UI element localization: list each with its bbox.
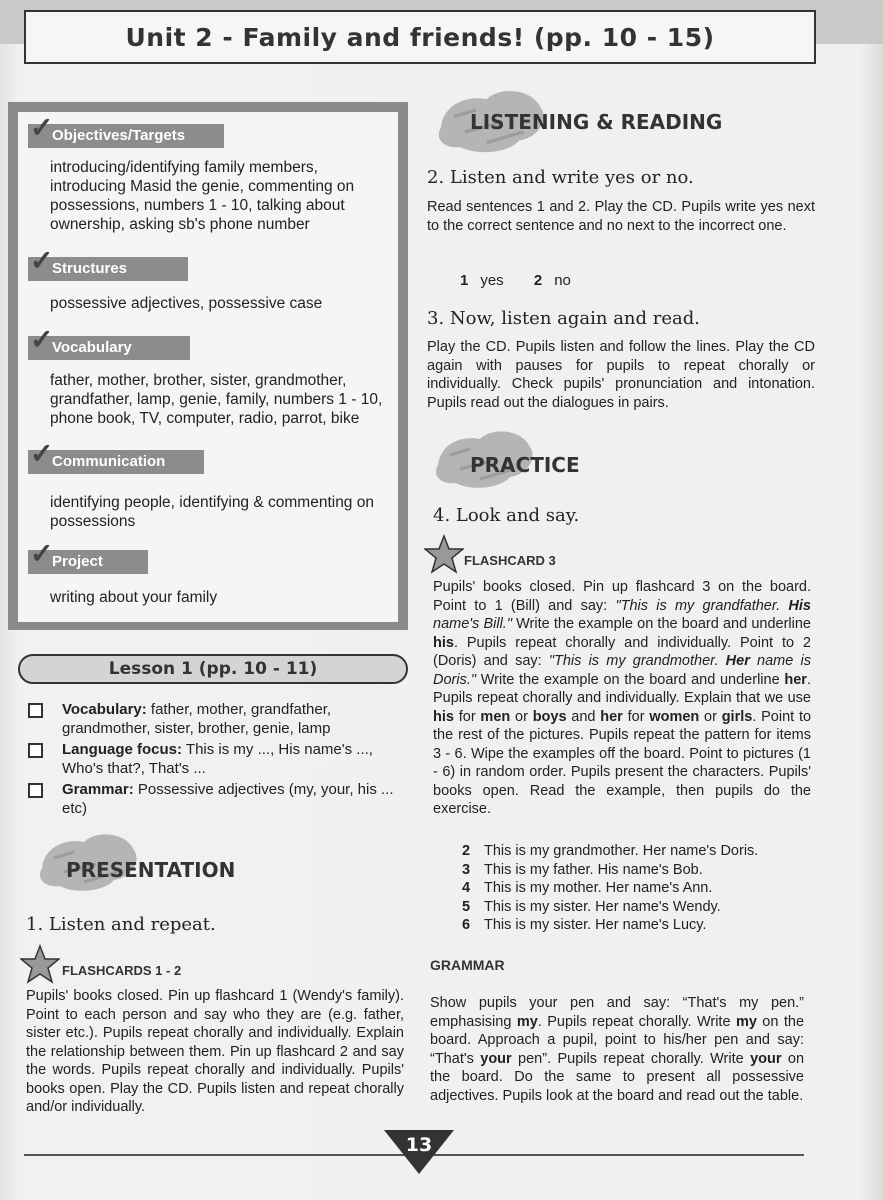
exercise-2-text: Read sentences 1 and 2. Play the CD. Pupils write yes next to the correct sentence and no next to the incorrect one. [427, 199, 815, 234]
grammar-text: Show pupils your pen and say: “That's my pen.” emphasising my. Pupils repeat chorally. Write my on the board. Approach a pupil, point to his/her pen and say: “That's your pen”. Pupils repeat chorally. Write your on the board. Do the same to present all possessive adjectives. Pupils look at the board and read out the table. [430, 995, 805, 1104]
list-item: 6 This is my sister. Her name's Lucy. [462, 917, 707, 933]
list-item: 3 This is my father. His name's Bob. [462, 861, 703, 878]
practice-text: Pupils' books closed. Pin up flashcard 3 on the board. Point to 1 (Bill) and say: "This is my grandfather. His name's Bill." Write the example on the board and underline his. Pupils repeat chorally and individually. Point to 2 (Doris) and say: "This is my grandmother. Her name is Doris." Write the example on the board and underline her. Pupils repeat chorally and individually. Explain that we use his for men or boys and her for women or girls. Point to the rest of the pictures. Pupils repeat the pattern for items 3 - 6. Wipe the examples off the board. Point to pictures (1 - 6) in random order. Pupils present the characters. Pupils' books open. Read the example, then pupils do the exercise. [433, 579, 812, 817]
listening-heading: LISTENING & READING [470, 110, 723, 134]
unit-title-box [24, 10, 816, 64]
list-item: 2 This is my grandmother. Her name's Doris. [462, 843, 759, 859]
check-icon: ✓ [30, 112, 54, 143]
check-icon: ✓ [30, 438, 54, 469]
exercise-4-heading: 4. Look and say. [433, 505, 580, 526]
check-icon: ✓ [30, 324, 54, 355]
exercise-3-text: Play the CD. Pupils listen and follow the lines. Play the CD again with pauses for pupils to repeat chorally or individually. Check pupils' pronunciation and intonation. Pupils read out the dialogues in pairs. [427, 339, 815, 411]
structures-text: possessive adjectives, possessive case [50, 295, 323, 312]
list-item: Language focus: This is my ..., His name's ..., Who's that?, That's ... [28, 740, 398, 778]
presentation-text: Pupils' books closed. Pin up flashcard 1 (Wendy's family). Point to each person and say who they are (e.g. father, sister etc.). Pupils repeat chorally and individually. Explain the relationship between them. Pin up flashcard 2 and say the words. Pupils repeat chorally and individually. Pupils' books open. Play the CD. Pupils listen and repeat chorally and/or individually. [26, 988, 404, 1115]
structures-label: ✓ Structures [28, 257, 188, 281]
list-item: Vocabulary: father, mother, grandfather, grandmother, sister, brother, genie, lamp [28, 700, 398, 738]
project-text: writing about your family [50, 589, 218, 606]
objectives-label: ✓ Objectives/Targets [28, 124, 224, 148]
answers: 1 yes 2 no [460, 272, 571, 289]
check-icon: ✓ [30, 245, 54, 276]
communication-label: ✓ Communication [28, 450, 204, 474]
check-icon: ✓ [30, 538, 54, 569]
star-icon [424, 534, 464, 574]
exercise-2-heading: 2. Listen and write yes or no. [427, 167, 694, 188]
unit-title: Unit 2 - Family and friends! (pp. 10 - 15) [125, 22, 715, 52]
objectives-text: introducing/identifying family members, introducing Masid the genie, commenting on possessions, numbers 1 - 10, talking about ownership, asking sb's phone number [50, 159, 355, 233]
page-number: 13 [405, 1134, 433, 1156]
list-item: 5 This is my sister. Her name's Wendy. [462, 898, 721, 915]
list-item: Grammar: Possessive adjectives (my, your, his ... etc) [28, 780, 398, 818]
lesson-title: Lesson 1 (pp. 10 - 11) [108, 659, 318, 679]
project-label: ✓ Project [28, 550, 148, 574]
objectives-inner [18, 112, 398, 622]
example-sentences [462, 842, 758, 935]
communication-text: identifying people, identifying & commenting on possessions [50, 494, 374, 530]
practice-heading: PRACTICE [470, 453, 580, 477]
lesson-title-bar [18, 654, 408, 684]
presentation-heading: PRESENTATION [66, 858, 236, 882]
vocabulary-text: father, mother, brother, sister, grandmother, grandfather, lamp, genie, family, numbers 1 - 10, phone book, TV, computer, radio, parrot, bike [50, 372, 383, 427]
lesson-list [28, 700, 398, 820]
flashcards-heading: FLASHCARDS 1 - 2 [62, 963, 182, 978]
exercise-1-heading: 1. Listen and repeat. [26, 914, 216, 935]
checkbox-icon [28, 783, 43, 798]
checkbox-icon [28, 743, 43, 758]
flashcard-3-heading: FLASHCARD 3 [464, 553, 556, 568]
checkbox-icon [28, 703, 43, 718]
objectives-panel [8, 102, 408, 630]
list-item: 4 This is my mother. Her name's Ann. [462, 880, 713, 896]
vocabulary-label: ✓ Vocabulary [28, 336, 190, 360]
exercise-3-heading: 3. Now, listen again and read. [427, 308, 701, 329]
grammar-heading: GRAMMAR [430, 957, 505, 973]
star-icon [20, 944, 60, 984]
